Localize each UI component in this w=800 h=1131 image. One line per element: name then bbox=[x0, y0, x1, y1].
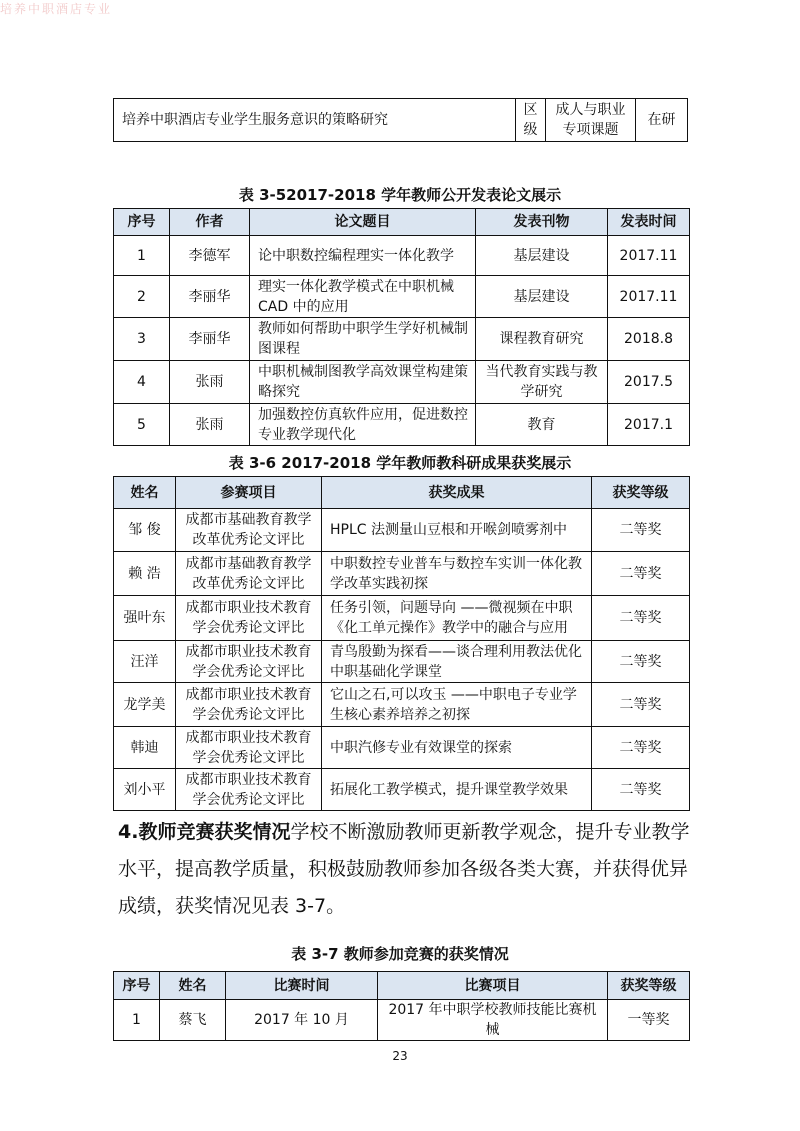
cell-journal: 当代教育实践与教学研究 bbox=[476, 361, 608, 404]
cell-name: 赖 浩 bbox=[114, 552, 176, 596]
cell-no: 5 bbox=[114, 404, 170, 446]
col-header: 比赛时间 bbox=[226, 972, 378, 1000]
cell-author: 李德军 bbox=[170, 236, 250, 276]
col-header: 获奖成果 bbox=[322, 477, 592, 509]
table-3-7-caption: 表 3-7 教师参加竞赛的获奖情况 bbox=[291, 945, 509, 963]
cell-date: 2017.1 bbox=[608, 404, 690, 446]
header-watermark: 培养中职酒店专业 bbox=[0, 2, 113, 16]
col-header: 序号 bbox=[114, 972, 160, 1000]
table-row bbox=[114, 236, 690, 276]
table-header-row bbox=[114, 209, 690, 236]
table-header-row bbox=[114, 477, 690, 509]
cell-result: 中职数控专业普车与数控车实训一体化教学改革实践初探 bbox=[322, 552, 592, 596]
cell-result: 中职汽修专业有效课堂的探索 bbox=[322, 727, 592, 769]
cell-result: HPLC 法测量山豆根和开喉剑喷雾剂中 bbox=[322, 509, 592, 552]
competition-awards-table bbox=[113, 971, 690, 1041]
col-header: 获奖等级 bbox=[592, 477, 690, 509]
table-row bbox=[114, 361, 690, 404]
table-header-row bbox=[114, 972, 690, 1000]
cell-title: 论中职数控编程理实一体化教学 bbox=[250, 236, 476, 276]
cell-level: 二等奖 bbox=[592, 552, 690, 596]
col-header: 比赛项目 bbox=[378, 972, 608, 1000]
cell-level: 二等奖 bbox=[592, 683, 690, 727]
cell-level: 二等奖 bbox=[592, 596, 690, 641]
research-awards-table bbox=[113, 476, 690, 811]
cell-project: 成都市职业技术教育学会优秀论文评比 bbox=[176, 683, 322, 727]
cell-name: 汪洋 bbox=[114, 641, 176, 683]
col-header: 作者 bbox=[170, 209, 250, 236]
cell-title: 教师如何帮助中职学生学好机械制图课程 bbox=[250, 318, 476, 361]
cell-level: 二等奖 bbox=[592, 509, 690, 552]
table-row bbox=[114, 404, 690, 446]
cell-no: 4 bbox=[114, 361, 170, 404]
cell-result: 拓展化工教学模式，提升课堂教学效果 bbox=[322, 769, 592, 811]
cell-name: 刘小平 bbox=[114, 769, 176, 811]
project-type: 成人与职业专项课题 bbox=[546, 99, 636, 142]
cell-title: 中职机械制图教学高效课堂构建策略探究 bbox=[250, 361, 476, 404]
cell-level: 二等奖 bbox=[592, 769, 690, 811]
cell-project: 成都市职业技术教育学会优秀论文评比 bbox=[176, 769, 322, 811]
cell-result: 它山之石,可以攻玉 ——中职电子专业学生核心素养培养之初探 bbox=[322, 683, 592, 727]
cell-journal: 基层建设 bbox=[476, 236, 608, 276]
cell-project: 成都市职业技术教育学会优秀论文评比 bbox=[176, 727, 322, 769]
cell-date: 2018.8 bbox=[608, 318, 690, 361]
cell-no: 3 bbox=[114, 318, 170, 361]
col-header: 姓名 bbox=[160, 972, 226, 1000]
table-row bbox=[114, 727, 690, 769]
cell-title: 理实一体化教学模式在中职机械CAD 中的应用 bbox=[250, 276, 476, 318]
cell-name: 韩迪 bbox=[114, 727, 176, 769]
table-row bbox=[114, 769, 690, 811]
col-header: 获奖等级 bbox=[608, 972, 690, 1000]
cell-author: 李丽华 bbox=[170, 318, 250, 361]
cell-name: 蔡飞 bbox=[160, 1000, 226, 1041]
cell-date: 2017.5 bbox=[608, 361, 690, 404]
cell-project: 成都市职业技术教育学会优秀论文评比 bbox=[176, 596, 322, 641]
cell-level: 一等奖 bbox=[608, 1000, 690, 1041]
cell-title: 加强数控仿真软件应用，促进数控专业教学现代化 bbox=[250, 404, 476, 446]
cell-name: 龙学美 bbox=[114, 683, 176, 727]
table-row bbox=[114, 1000, 690, 1041]
col-header: 姓名 bbox=[114, 477, 176, 509]
section-body: 学校不断激励教师更新教学观念，提升专业教学水平，提高教学质量，积极鼓励教师参加各级各类大赛，并获得优异成绩，获奖情况见表 3-7。 bbox=[118, 821, 690, 917]
cell-name: 强叶东 bbox=[114, 596, 176, 641]
cell-level: 二等奖 bbox=[592, 641, 690, 683]
project-status: 在研 bbox=[636, 99, 688, 142]
col-header: 序号 bbox=[114, 209, 170, 236]
cell-no: 2 bbox=[114, 276, 170, 318]
cell-result: 青鸟殷勤为探看——谈合理利用教法优化中职基础化学课堂 bbox=[322, 641, 592, 683]
cell-author: 张雨 bbox=[170, 404, 250, 446]
table-row bbox=[114, 509, 690, 552]
cell-name: 邹 俊 bbox=[114, 509, 176, 552]
table-row bbox=[114, 276, 690, 318]
project-level: 区级 bbox=[516, 99, 546, 142]
cell-journal: 课程教育研究 bbox=[476, 318, 608, 361]
cell-project: 成都市基础教育教学改革优秀论文评比 bbox=[176, 552, 322, 596]
cell-event: 2017 年中职学校教师技能比赛机械 bbox=[378, 1000, 608, 1041]
cell-result: 任务引领，问题导向 ——微视频在中职《化工单元操作》教学中的融合与应用 bbox=[322, 596, 592, 641]
cell-journal: 教育 bbox=[476, 404, 608, 446]
cell-time: 2017 年 10 月 bbox=[226, 1000, 378, 1041]
cell-project: 成都市职业技术教育学会优秀论文评比 bbox=[176, 641, 322, 683]
table-row bbox=[114, 318, 690, 361]
page-number: 23 bbox=[392, 1049, 408, 1063]
table-row bbox=[114, 641, 690, 683]
cell-date: 2017.11 bbox=[608, 276, 690, 318]
cell-date: 2017.11 bbox=[608, 236, 690, 276]
col-header: 参赛项目 bbox=[176, 477, 322, 509]
cell-no: 1 bbox=[114, 1000, 160, 1041]
col-header: 论文题目 bbox=[250, 209, 476, 236]
table-row bbox=[114, 596, 690, 641]
research-project-table bbox=[113, 98, 688, 142]
table-3-6-caption: 表 3-6 2017-2018 学年教师教科研成果获奖展示 bbox=[228, 454, 572, 472]
cell-author: 李丽华 bbox=[170, 276, 250, 318]
cell-level: 二等奖 bbox=[592, 727, 690, 769]
section-paragraph bbox=[118, 814, 698, 925]
section-heading: 4.教师竞赛获奖情况 bbox=[118, 821, 291, 843]
cell-author: 张雨 bbox=[170, 361, 250, 404]
cell-no: 1 bbox=[114, 236, 170, 276]
table-row bbox=[114, 99, 688, 142]
table-3-5-caption: 表 3-52017-2018 学年教师公开发表论文展示 bbox=[238, 186, 562, 204]
project-title: 培养中职酒店专业学生服务意识的策略研究 bbox=[114, 99, 516, 142]
cell-journal: 基层建设 bbox=[476, 276, 608, 318]
cell-project: 成都市基础教育教学改革优秀论文评比 bbox=[176, 509, 322, 552]
table-row bbox=[114, 552, 690, 596]
col-header: 发表刊物 bbox=[476, 209, 608, 236]
papers-table bbox=[113, 208, 690, 446]
col-header: 发表时间 bbox=[608, 209, 690, 236]
table-row bbox=[114, 683, 690, 727]
